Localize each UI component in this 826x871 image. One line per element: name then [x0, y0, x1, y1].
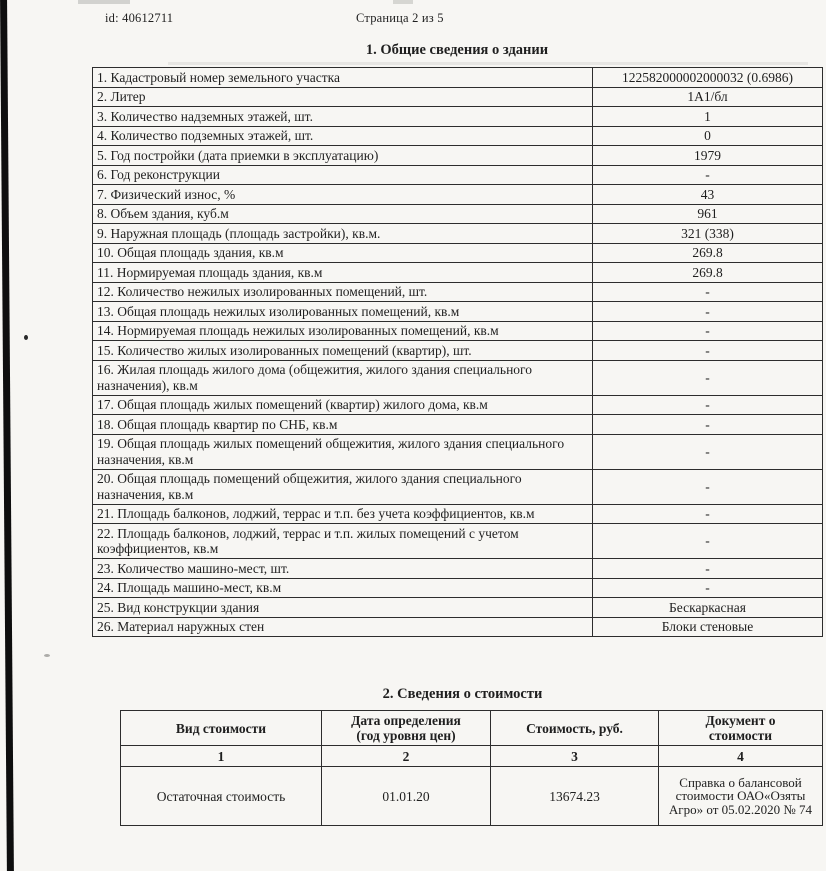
row-value: -: [593, 282, 823, 302]
row-label: 24. Площадь машино-мест, кв.м: [93, 578, 593, 598]
row-label: 2. Литер: [93, 87, 593, 107]
row-value: 269.8: [593, 243, 823, 263]
row-label: 20. Общая площадь помещений общежития, жилого здания специального назначения, кв.м: [93, 469, 593, 504]
table-row: [93, 415, 823, 435]
document-id: id: 40612711: [105, 11, 174, 25]
column-header-date: [322, 711, 491, 746]
table-row: [93, 598, 823, 618]
table-row: [93, 165, 823, 185]
scan-artifact-smudge: [78, 0, 130, 4]
table-row: [93, 263, 823, 283]
table-row: [93, 578, 823, 598]
column-header-label: Документ о стоимости: [705, 713, 776, 743]
column-number: 1: [121, 746, 322, 767]
row-value: 1979: [593, 146, 823, 166]
section1-title: 1. Общие сведения о здании: [365, 42, 549, 58]
cost-kind-cell: Остаточная стоимость: [121, 767, 322, 826]
row-label: 16. Жилая площадь жилого дома (общежития, жилого здания специального назначения), кв.м: [93, 360, 593, 395]
scan-artifact-speck: [44, 654, 50, 657]
row-label: 4. Количество подземных этажей, шт.: [93, 126, 593, 146]
row-value: -: [593, 559, 823, 579]
row-value: Бескаркасная: [593, 598, 823, 618]
table-row: [93, 126, 823, 146]
table-row: [93, 87, 823, 107]
column-header-label: Вид стоимости: [175, 720, 267, 736]
column-header-kind: [121, 711, 322, 746]
cost-date-cell: 01.01.20: [322, 767, 491, 826]
row-value: -: [593, 578, 823, 598]
table-row: [93, 146, 823, 166]
row-value: 43: [593, 185, 823, 205]
row-label: 17. Общая площадь жилых помещений (квартир) жилого дома, кв.м: [93, 395, 593, 415]
table-row: [93, 341, 823, 361]
table-row: [93, 68, 823, 88]
row-value: -: [593, 165, 823, 185]
cost-table-number-row: [121, 746, 823, 767]
cost-value-cell: 13674.23: [491, 767, 659, 826]
row-value: 0: [593, 126, 823, 146]
column-header-label: Дата определения (год уровня цен): [351, 713, 461, 743]
cost-table-header-row: [121, 711, 823, 746]
column-number: 2: [322, 746, 491, 767]
row-label: 8. Объем здания, куб.м: [93, 204, 593, 224]
row-label: 1. Кадастровый номер земельного участка: [93, 68, 593, 88]
column-header-document: [659, 711, 823, 746]
page-number: Страница 2 из 5: [356, 11, 444, 25]
row-value: -: [593, 302, 823, 322]
row-label: 25. Вид конструкции здания: [93, 598, 593, 618]
cost-document-cell: Справка о балансовой стоимости ОАО«Озяты Агро» от 05.02.2020 № 74: [659, 767, 823, 826]
table-row: [93, 302, 823, 322]
column-number: 3: [491, 746, 659, 767]
scan-artifact-smudge: [168, 62, 808, 65]
table-row: [93, 434, 823, 469]
row-value: Блоки стеновые: [593, 617, 823, 637]
table-row: [93, 524, 823, 559]
table-row: [93, 504, 823, 524]
row-value: -: [593, 395, 823, 415]
row-value: -: [593, 321, 823, 341]
row-label: 26. Материал наружных стен: [93, 617, 593, 637]
row-label: 9. Наружная площадь (площадь застройки), кв.м.: [93, 224, 593, 244]
column-header-label: Стоимость, руб.: [526, 720, 623, 736]
table-row: [93, 617, 823, 637]
row-label: 15. Количество жилых изолированных помещений (квартир), шт.: [93, 341, 593, 361]
row-label: 13. Общая площадь нежилых изолированных помещений, кв.м: [93, 302, 593, 322]
row-label: 23. Количество машино-мест, шт.: [93, 559, 593, 579]
row-value: 1: [593, 107, 823, 127]
table-row: [93, 321, 823, 341]
row-value: -: [593, 524, 823, 559]
table-row: [93, 282, 823, 302]
row-value: 321 (338): [593, 224, 823, 244]
scan-artifact-smudge: [393, 0, 413, 4]
table-row: [93, 559, 823, 579]
row-label: 12. Количество нежилых изолированных помещений, шт.: [93, 282, 593, 302]
scan-artifact-speck: [24, 335, 28, 340]
building-info-table: [92, 67, 823, 637]
row-value: -: [593, 469, 823, 504]
cost-table-row: [121, 767, 823, 826]
table-row: [93, 185, 823, 205]
row-value: -: [593, 415, 823, 435]
table-row: [93, 107, 823, 127]
row-value: -: [593, 504, 823, 524]
row-value: -: [593, 434, 823, 469]
row-label: 3. Количество надземных этажей, шт.: [93, 107, 593, 127]
row-label: 10. Общая площадь здания, кв.м: [93, 243, 593, 263]
row-label: 19. Общая площадь жилых помещений общежития, жилого здания специального назначения, кв.м: [93, 434, 593, 469]
row-value: 1А1/бл: [593, 87, 823, 107]
cost-table: [120, 710, 823, 826]
row-label: 22. Площадь балконов, лоджий, террас и т.п. жилых помещений с учетом коэффициентов, кв.м: [93, 524, 593, 559]
table-row: [93, 360, 823, 395]
column-header-cost: [491, 711, 659, 746]
row-value: 961: [593, 204, 823, 224]
row-label: 21. Площадь балконов, лоджий, террас и т.п. без учета коэффициентов, кв.м: [93, 504, 593, 524]
row-label: 5. Год постройки (дата приемки в эксплуатацию): [93, 146, 593, 166]
row-value: -: [593, 360, 823, 395]
row-value: -: [593, 341, 823, 361]
scan-artifact-left-strip: [0, 0, 14, 871]
table-row: [93, 204, 823, 224]
row-label: 7. Физический износ, %: [93, 185, 593, 205]
table-row: [93, 469, 823, 504]
section2-title: 2. Сведения о стоимости: [382, 686, 543, 702]
table-row: [93, 395, 823, 415]
row-label: 6. Год реконструкции: [93, 165, 593, 185]
row-value: 122582000002000032 (0.6986): [593, 68, 823, 88]
row-label: 14. Нормируемая площадь нежилых изолированных помещений, кв.м: [93, 321, 593, 341]
row-label: 11. Нормируемая площадь здания, кв.м: [93, 263, 593, 283]
row-value: 269.8: [593, 263, 823, 283]
table-row: [93, 243, 823, 263]
column-number: 4: [659, 746, 823, 767]
row-label: 18. Общая площадь квартир по СНБ, кв.м: [93, 415, 593, 435]
table-row: [93, 224, 823, 244]
